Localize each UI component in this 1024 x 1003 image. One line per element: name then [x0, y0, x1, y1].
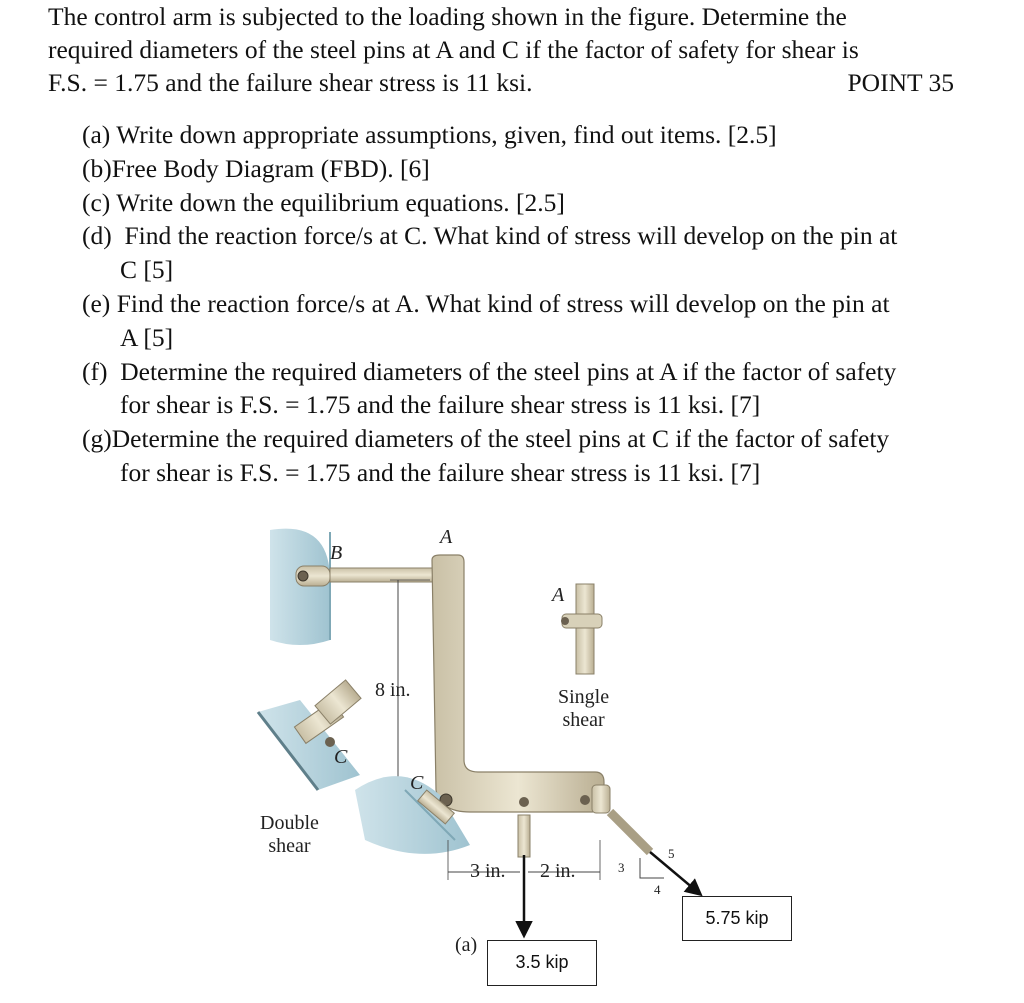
slope-3-label: 3 — [618, 860, 625, 875]
part-b-label: (b) — [82, 153, 112, 183]
part-g-text: Determine the required diameters of the steel pins at C if the factor of safety — [111, 424, 890, 454]
part-a-label: (a) — [82, 120, 111, 149]
link-right-bracket — [592, 785, 610, 813]
sub-questions — [82, 118, 982, 490]
load-575-box: 5.75 kip — [682, 896, 792, 941]
control-arm-figure — [0, 520, 1024, 1003]
slope-5-label: 5 — [668, 846, 675, 861]
wall-b — [270, 529, 330, 645]
part-c-text: Write down the equilibrium equations. [2.5] — [110, 187, 565, 217]
pin-mid-icon — [519, 797, 529, 807]
part-e — [82, 287, 982, 321]
label-a-top: A — [440, 526, 453, 548]
detail-a-plate — [576, 584, 594, 674]
dim-2in-label: 2 in. — [540, 860, 576, 882]
part-c — [82, 186, 982, 220]
part-g-label: (g) — [82, 424, 112, 454]
single-label: Single — [558, 686, 610, 708]
double-shear-label — [260, 812, 319, 858]
pin-right-icon — [580, 795, 590, 805]
label-b: B — [330, 542, 343, 564]
problem-line-3: F.S. = 1.75 and the failure shear stress is 11 ksi. — [48, 68, 533, 97]
dim-3in-label: 3 in. — [470, 860, 506, 882]
part-f-label: (f) — [82, 356, 108, 386]
part-c-label: (c) — [82, 187, 111, 217]
problem-statement — [48, 0, 968, 99]
part-a — [82, 118, 982, 152]
shear-label-1: shear — [562, 709, 605, 731]
detail-a-pin-end-icon — [561, 617, 569, 625]
part-e-label: (e) — [82, 288, 111, 318]
part-d-text: Find the reaction force/s at C. What kind of stress will develop on the pin at — [111, 221, 898, 251]
load-35-box: 3.5 kip — [487, 940, 597, 986]
label-a-detail: A — [552, 584, 565, 606]
label-c-detail: C — [334, 746, 348, 768]
part-a-text: Write down appropriate assumptions, given, find out items. [2.5] — [110, 120, 777, 149]
part-f — [82, 355, 982, 389]
shear-label-2: shear — [268, 835, 311, 857]
part-b-text: Free Body Diagram (FBD). [6] — [111, 153, 430, 183]
problem-line-2: required diameters of the steel pins at A and C if the factor of safety for shear is — [48, 35, 859, 64]
problem-line-1: The control arm is subjected to the loading shown in the figure. Determine the — [48, 2, 847, 31]
label-c-main: C — [410, 772, 424, 794]
slope-4-label: 4 — [654, 882, 661, 897]
pin-b-icon — [298, 571, 308, 581]
part-e-text: Find the reaction force/s at A. What kind of stress will develop on the pin at — [110, 288, 890, 318]
link-vertical — [518, 815, 530, 857]
link-right — [610, 812, 650, 852]
dim-8in-label: 8 in. — [375, 679, 411, 701]
part-d — [82, 219, 982, 253]
part-d-continuation: C [5] — [120, 255, 174, 285]
part-d-label: (d) — [82, 221, 112, 251]
points-label: POINT 35 — [847, 68, 954, 97]
part-b — [82, 152, 982, 186]
double-label: Double — [260, 812, 319, 834]
part-f-text: Determine the required diameters of the steel pins at A if the factor of safety — [107, 356, 897, 386]
figure-label: (a) — [455, 934, 478, 956]
part-g — [82, 422, 982, 456]
part-e-continuation: A [5] — [120, 322, 174, 352]
part-g-continuation: for shear is F.S. = 1.75 and the failure shear stress is 11 ksi. [7] — [120, 457, 761, 487]
single-shear-label — [558, 686, 609, 732]
part-f-continuation: for shear is F.S. = 1.75 and the failure shear stress is 11 ksi. [7] — [120, 390, 761, 420]
